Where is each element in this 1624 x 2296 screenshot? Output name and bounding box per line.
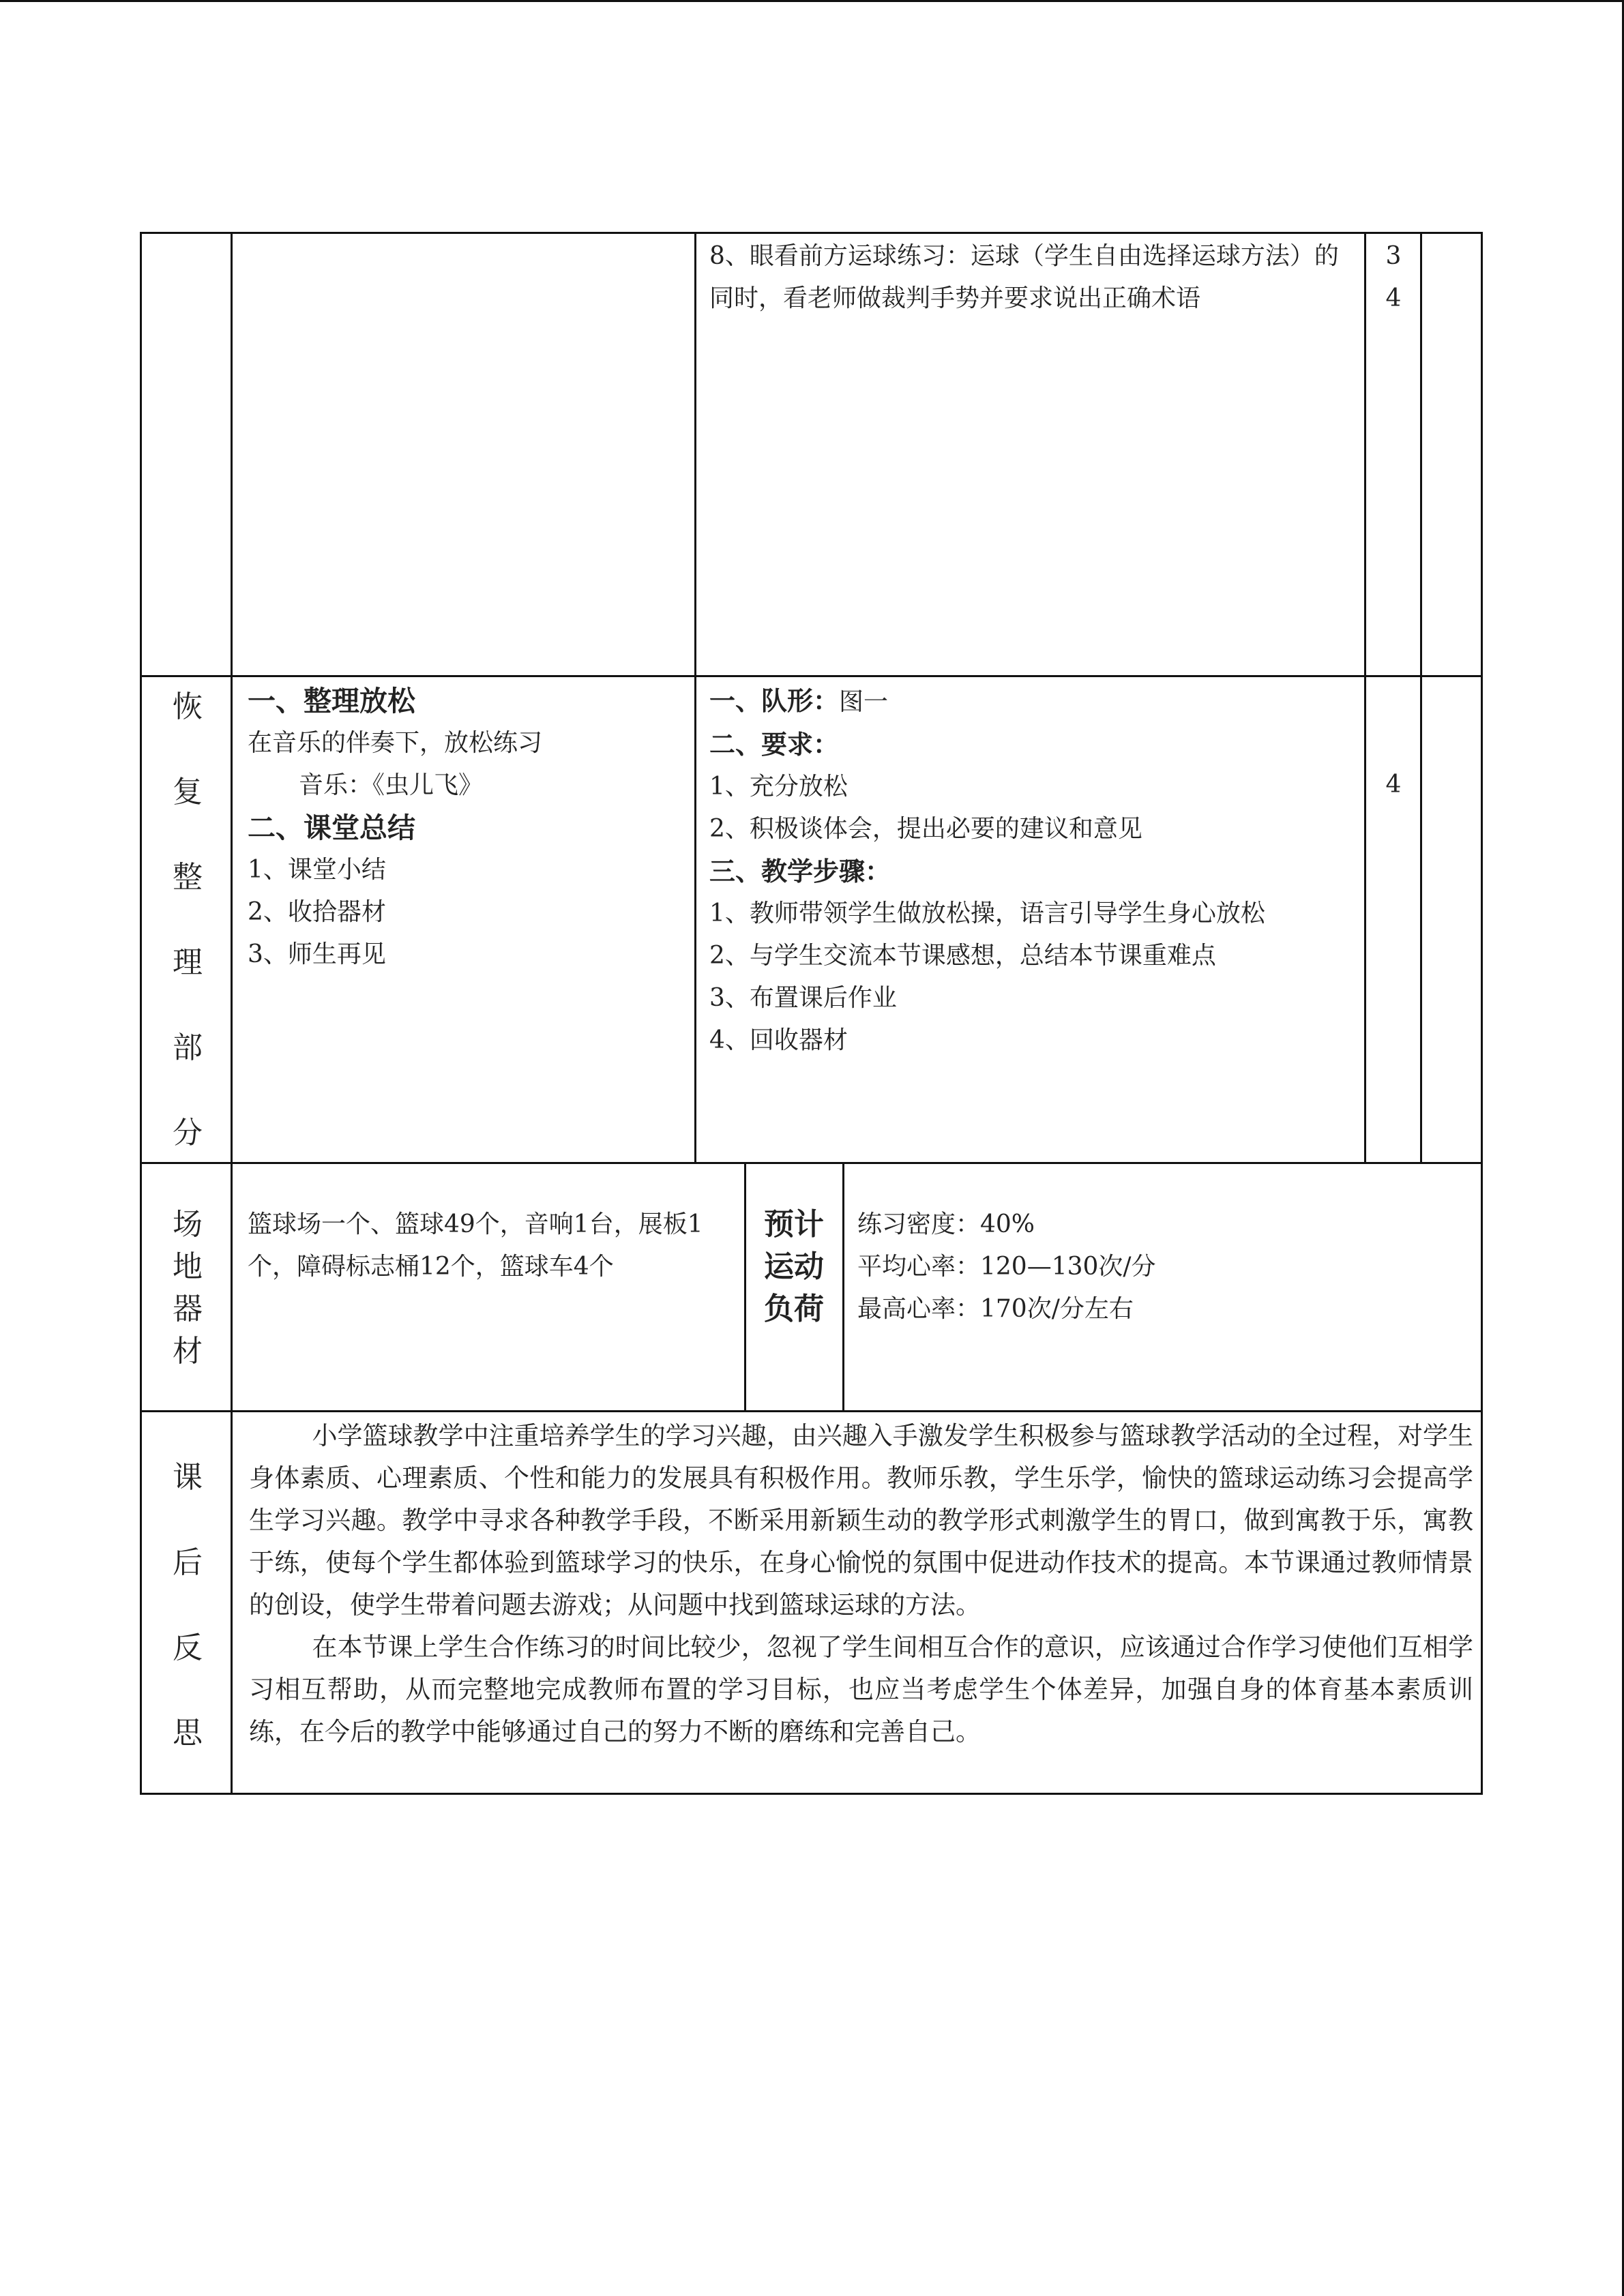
reflection-char-1: 课 (173, 1460, 203, 1495)
step-8-text: 8、眼看前方运球练习：运球（学生自由选择运球方法）的同时，看老师做裁判手势并要求说出正确术语 (709, 242, 1339, 312)
page-top-border (0, 0, 1624, 2)
music-line: 音乐：《虫儿飞》 (299, 771, 484, 799)
requirements-heading: 二、要求： (709, 729, 840, 760)
recovery-char-5: 部 (173, 1030, 203, 1065)
recovery-char-6: 分 (173, 1116, 203, 1150)
summary-heading: 二、课堂总结 (248, 811, 415, 844)
average-heart-rate: 平均心率：120—130次/分 (857, 1253, 1156, 1281)
lesson-plan-table (140, 232, 1483, 1795)
formation-label: 一、队形： (709, 685, 840, 716)
extra-column-line (1420, 232, 1422, 1163)
row1-count: 3 4 (1385, 242, 1402, 312)
table-right-line (1481, 232, 1483, 1795)
relax-heading: 一、整理放松 (248, 685, 415, 717)
recovery-char-1: 恢 (173, 689, 203, 724)
step-2: 2、与学生交流本节课感想，总结本节课重难点 (709, 942, 1216, 970)
max-heart-rate: 最高心率：170次/分左右 (857, 1295, 1134, 1323)
exercise-load-values (857, 1204, 1471, 1330)
table-top-line (140, 232, 1483, 234)
practice-density: 练习密度：40% (857, 1210, 1035, 1238)
reflection-text (249, 1415, 1473, 1753)
exercise-load-label: 预计运动负荷 (764, 1207, 824, 1326)
formation-value: 图一 (839, 688, 889, 716)
table-bottom-line (140, 1793, 1483, 1795)
reflection-char-2: 后 (173, 1545, 203, 1580)
reflection-paragraph-2: 在本节课上学生合作练习的时间比较少，忽视了学生间相互合作的意识，应该通过合作学习使他们互相学习相互帮助，从而完整地完成教师布置的学习目标，也应当考虑学生个体差异，加强自身的体育基本素质训练，在今后的教学中能够通过自己的努力不断的磨练和完善自己。 (249, 1632, 1473, 1746)
recovery-char-3: 整 (173, 860, 203, 895)
load-divider-line (842, 1162, 844, 1412)
requirement-1: 1、充分放松 (709, 773, 848, 801)
table-left-line (140, 232, 142, 1795)
row-divider-3 (140, 1410, 1483, 1412)
reflection-paragraph-1: 小学篮球教学中注重培养学生的学习兴趣，由兴趣入手激发学生积极参与篮球教学活动的全过程，对学生身体素质、心理素质、个性和能力的发展具有积极作用。教师乐教，学生乐学，愉快的篮球运动练习会提高学生学习兴趣。教学中寻求各种教学手段，不断采用新颖生动的教学形式刺激学生的胃口，做到寓教于乐，寓教于练，使每个学生都体验到篮球学习的快乐，在身心愉悦的氛围中促进动作技术的提高。本节课通过教师情景的创设，使学生带着问题去游戏；从问题中找到篮球运球的方法。 (249, 1421, 1473, 1620)
steps-heading: 三、教学步骤： (709, 856, 891, 886)
relax-line: 在音乐的伴奏下，放松练习 (248, 729, 543, 757)
reflection-char-4: 思 (173, 1716, 203, 1750)
reflection-char-3: 反 (173, 1630, 203, 1665)
step-1: 1、教师带领学生做放松操，语言引导学生身心放松 (709, 899, 1265, 927)
equipment-list: 篮球场一个、篮球49个，音响1台，展板1个，障碍标志桶12个，篮球车4个 (248, 1210, 703, 1281)
label-column-line (231, 232, 233, 1795)
row-divider-2 (140, 1162, 1483, 1164)
content-column-line (694, 232, 696, 1163)
count-column-line (1364, 232, 1366, 1163)
venue-char-4: 材 (173, 1334, 203, 1369)
step-3: 3、布置课后作业 (709, 984, 897, 1012)
recovery-char-2: 复 (173, 775, 203, 809)
summary-item-3: 3、师生再见 (248, 940, 386, 968)
recovery-activities (248, 680, 684, 976)
step-4: 4、回收器材 (709, 1026, 848, 1054)
requirement-2: 2、积极谈体会，提出必要的建议和意见 (709, 815, 1142, 843)
venue-divider-line (744, 1162, 746, 1412)
recovery-organization (709, 680, 1354, 1062)
venue-char-3: 器 (173, 1292, 203, 1326)
venue-char-1: 场 (173, 1207, 203, 1242)
recovery-char-4: 理 (173, 945, 203, 980)
formation-line (709, 680, 1354, 724)
summary-item-2: 2、收拾器材 (248, 898, 386, 926)
venue-char-2: 地 (173, 1249, 203, 1284)
row-divider-1 (140, 675, 1483, 677)
recovery-count: 4 (1385, 771, 1402, 799)
summary-item-1: 1、课堂小结 (248, 856, 386, 884)
